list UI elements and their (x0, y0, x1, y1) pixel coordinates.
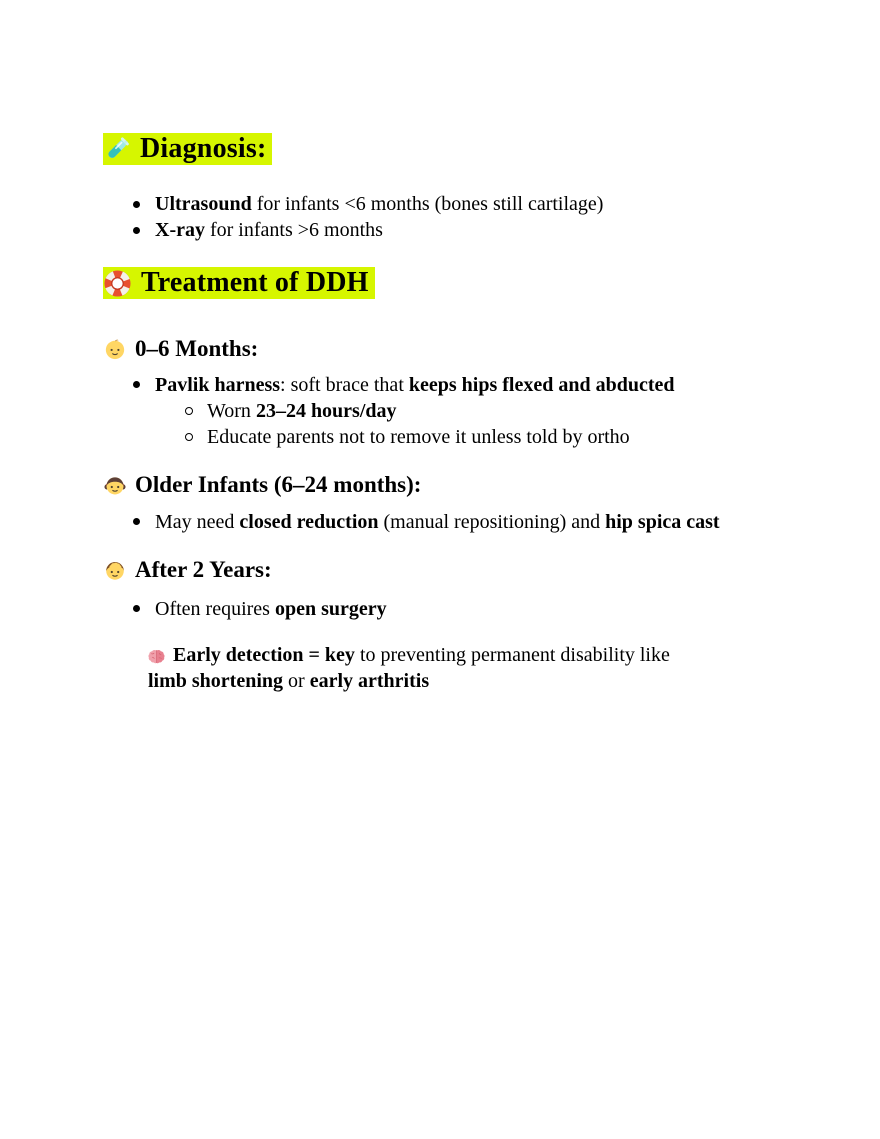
baby-icon (104, 338, 126, 360)
list-item (104, 596, 800, 622)
sub-bullet-icon (185, 433, 193, 441)
subheading-older-infants (104, 471, 800, 499)
diagnosis-bullet-list (104, 191, 800, 243)
heading-treatment-text: Treatment of DDH (141, 267, 369, 298)
list-item-text: Worn 23–24 hours/day (207, 399, 397, 422)
subheading-text: After 2 Years: (135, 556, 272, 582)
girl-icon (104, 474, 126, 496)
list-item (104, 372, 800, 398)
after-bullet-list (104, 596, 800, 622)
sub-list-item (104, 424, 800, 450)
key-note-line-2 (148, 668, 800, 694)
sub-bullet-icon (185, 407, 193, 415)
list-item (104, 217, 800, 243)
key-note-text-2: limb shortening or early arthritis (148, 669, 430, 692)
older-bullet-list (104, 509, 800, 535)
boy-icon (104, 559, 126, 581)
subheading-text: 0–6 Months: (135, 335, 259, 361)
key-note-text-1: Early detection = key to preventing permanent disability like (173, 643, 670, 666)
bullet-icon (133, 605, 140, 612)
sub-list-item (104, 398, 800, 424)
brain-icon (148, 649, 165, 664)
list-item-text: Pavlik harness: soft brace that keeps hips flexed and abducted (155, 373, 675, 396)
list-item-text: May need closed reduction (manual repositioning) and hip spica cast (155, 510, 720, 533)
key-note (104, 642, 800, 694)
key-note-line-1 (148, 642, 800, 668)
heading-diagnosis (104, 133, 800, 174)
life-buoy-icon (104, 270, 131, 297)
subheading-text: Older Infants (6–24 months): (135, 471, 422, 497)
heading-diagnosis-text: Diagnosis: (140, 133, 267, 164)
bullet-icon (133, 227, 140, 234)
bullet-icon (133, 201, 140, 208)
list-item-text: Often requires open surgery (155, 597, 387, 620)
subheading-0-6-months (104, 335, 800, 363)
bullet-icon (133, 518, 140, 525)
heading-treatment (104, 267, 800, 309)
list-item-text: Ultrasound for infants <6 months (bones still cartilage) (155, 193, 604, 215)
test-tube-icon (104, 136, 130, 162)
subheading-after-2-years (104, 556, 800, 584)
list-item-text: X-ray for infants >6 months (155, 219, 383, 241)
pavlik-bullet-list (104, 372, 800, 450)
bullet-icon (133, 381, 140, 388)
list-item (104, 509, 800, 535)
list-item (104, 191, 800, 217)
list-item-text: Educate parents not to remove it unless told by ortho (207, 425, 630, 448)
